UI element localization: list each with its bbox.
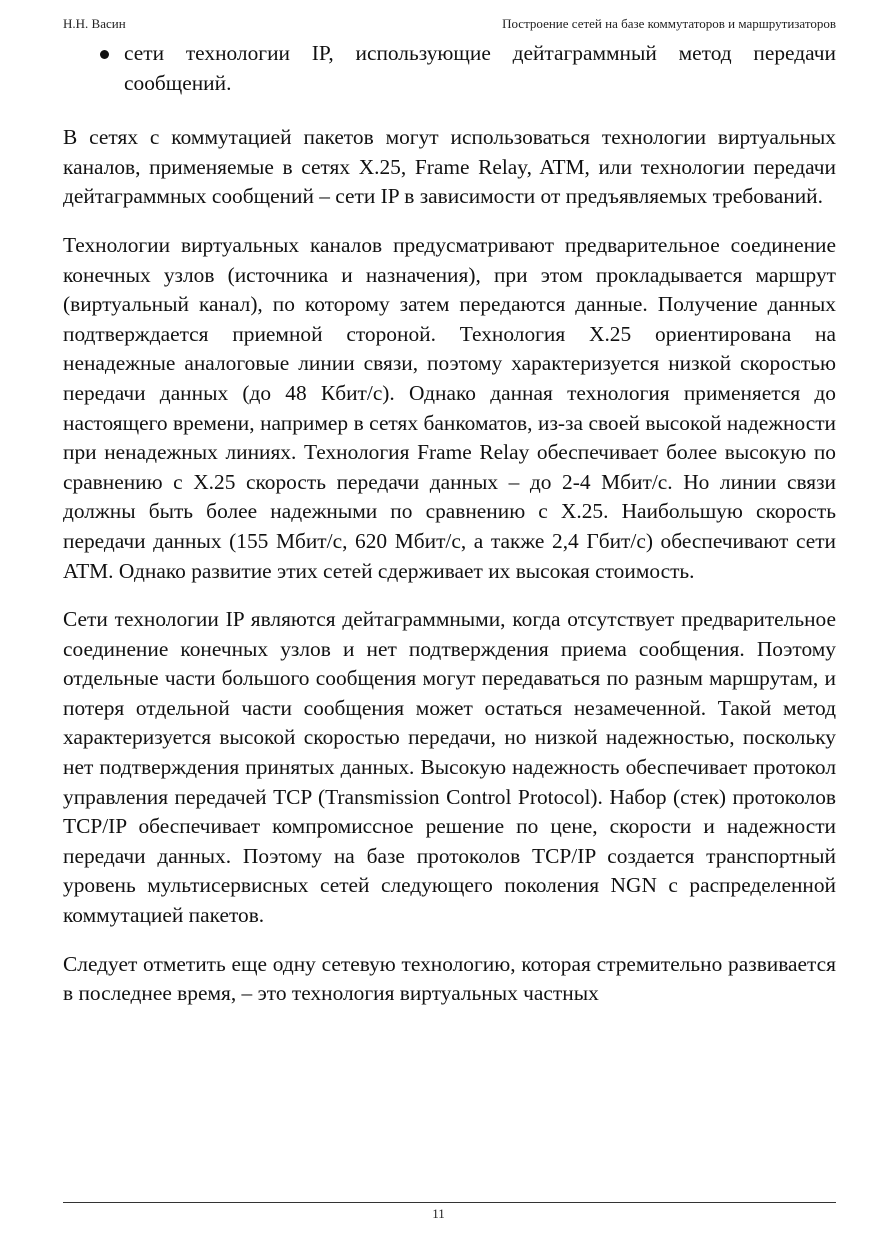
header-author: Н.Н. Васин (63, 16, 126, 31)
running-header (63, 16, 836, 32)
page-number: 11 (432, 1206, 445, 1221)
paragraph-virtual-channels: Технологии виртуальных каналов предусматривают предварительное соединение конечных узлов (источника и назначения), при этом прокладывается маршрут (виртуальный канал), по которому затем передаются данные. Получение данных подтверждается приемной стороной. Технология X.25 ориентирована на ненадежные аналоговые линии связи, поэтому характеризуется низкой скоростью передачи данных (до 48 Кбит/с). Однако данная технология применяется до настоящего времени, например в сетях банкоматов, из-за своей высокой надежности при ненадежных линиях. Технология Frame Relay обеспечивает более высокую по сравнению с X.25 скорость передачи данных – до 2-4 Мбит/с. Но линии связи должны быть более надежными по сравнению с X.25. Наибольшую скорость передачи данных (155 Мбит/с, 620 Мбит/с, а также 2,4 Гбит/с) обеспечивают сети ATM. Однако развитие этих сетей сдерживает их высокая стоимость. (63, 232, 836, 583)
bullet-item (63, 39, 836, 98)
paragraph-vpn-intro: Следует отметить еще одну сетевую технологию, которая стремительно развивается в последнее время, – это технология виртуальных частных (63, 951, 836, 1006)
paragraph-packet-switching: В сетях с коммутацией пакетов могут использоваться технологии виртуальных каналов, применяемые в сетях X.25, Frame Relay, ATM, или технологии передачи дейтаграммных сообщений – сети IP в зависимости от предъявляемых требований. (63, 125, 836, 209)
header-title: Построение сетей на базе коммутаторов и маршрутизаторов (502, 16, 836, 31)
body-text (63, 39, 836, 1009)
bullet-list (63, 39, 836, 98)
paragraph-ip-networks: Сети технологии IP являются дейтаграммными, когда отсутствует предварительное соединение конечных узлов и нет подтверждения приема сообщения. Поэтому отдельные части большого сообщения могут передаваться по разным маршрутам, и потеря отдельной части сообщения может остаться незамеченной. Такой метод характеризуется высокой скоростью передачи, но низкой надежностью, поскольку нет подтверждения принятых данных. Высокую надежность обеспечивает протокол управления передачей TCP (Transmission Control Protocol). Набор (стек) протоколов TCP/IP обеспечивает компромиссное решение по цене, скорости и надежности передачи данных. Поэтому на базе протоколов TCP/IP создается транспортный уровень мультисервисных сетей следующего поколения NGN с распределенной коммутацией пакетов. (63, 607, 836, 928)
bullet-text: сети технологии IP, использующие дейтаграммный метод передачи сообщений. (124, 41, 836, 95)
footer-divider (63, 1202, 836, 1203)
bullet-icon (100, 50, 109, 59)
